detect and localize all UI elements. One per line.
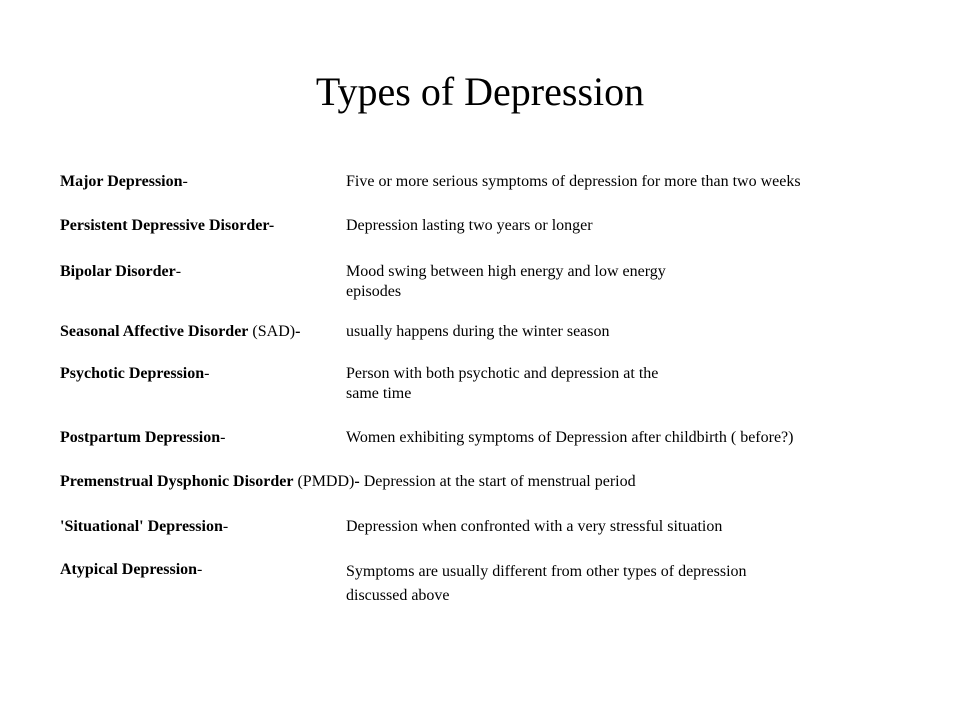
slide-title: Types of Depression	[315, 69, 645, 114]
term-bold: Premenstrual Dysphonic Disorder	[60, 473, 294, 490]
definition: Depression when confronted with a very stressful situation	[346, 518, 723, 535]
term	[60, 428, 225, 448]
term-bold: Persistent Depressive Disorde	[60, 217, 263, 234]
term-suffix: -	[220, 429, 226, 446]
definition-line: same time	[346, 385, 412, 402]
definition: Depression lasting two years or longer	[346, 217, 593, 234]
definition: Women exhibiting symptoms of Depression after childbirth ( before?)	[346, 429, 794, 446]
definition	[346, 560, 906, 608]
term-bold: Seasonal Affective Disorder	[60, 323, 249, 340]
term-suffix: (SAD)	[248, 323, 296, 340]
definition-line: discussed above	[346, 587, 450, 604]
term	[60, 560, 202, 580]
definition	[346, 364, 736, 404]
definition-line: episodes	[346, 283, 402, 300]
term-suffix: r-	[262, 217, 275, 234]
definition-line: Person with both psychotic and depression at the	[346, 365, 659, 382]
term-bold: Postpartum Depression	[60, 429, 221, 446]
definition: Five or more serious symptoms of depression for more than two weeks	[346, 173, 801, 190]
term	[60, 262, 181, 282]
term-suffix: (PMDD)	[293, 473, 355, 490]
term	[60, 172, 188, 192]
term	[60, 517, 228, 537]
term-bold: 'Situational' Depression	[60, 518, 223, 535]
definition-line: Mood swing between high energy and low energy	[346, 263, 666, 280]
term-dash: -	[295, 323, 301, 340]
term	[60, 364, 209, 384]
term	[60, 322, 300, 342]
term-bold: Major Depression	[60, 173, 183, 190]
term-bold: Atypical Depression	[60, 561, 198, 578]
term-dash: -	[354, 473, 360, 490]
definition: usually happens during the winter season	[346, 323, 610, 340]
term-suffix: -	[222, 518, 229, 535]
definition: Depression at the start of menstrual period	[359, 473, 636, 490]
term-bold: Bipolar Disorder	[60, 263, 176, 280]
definition	[346, 262, 736, 302]
term	[60, 472, 636, 492]
term-suffix: -	[182, 173, 188, 190]
definition-line: Symptoms are usually different from other types of depression	[346, 563, 747, 580]
term-suffix: -	[197, 561, 203, 578]
term-bold: Psychotic Depression	[60, 365, 205, 382]
term-suffix: -	[175, 263, 182, 280]
term-suffix: -	[204, 365, 210, 382]
term	[60, 216, 274, 236]
